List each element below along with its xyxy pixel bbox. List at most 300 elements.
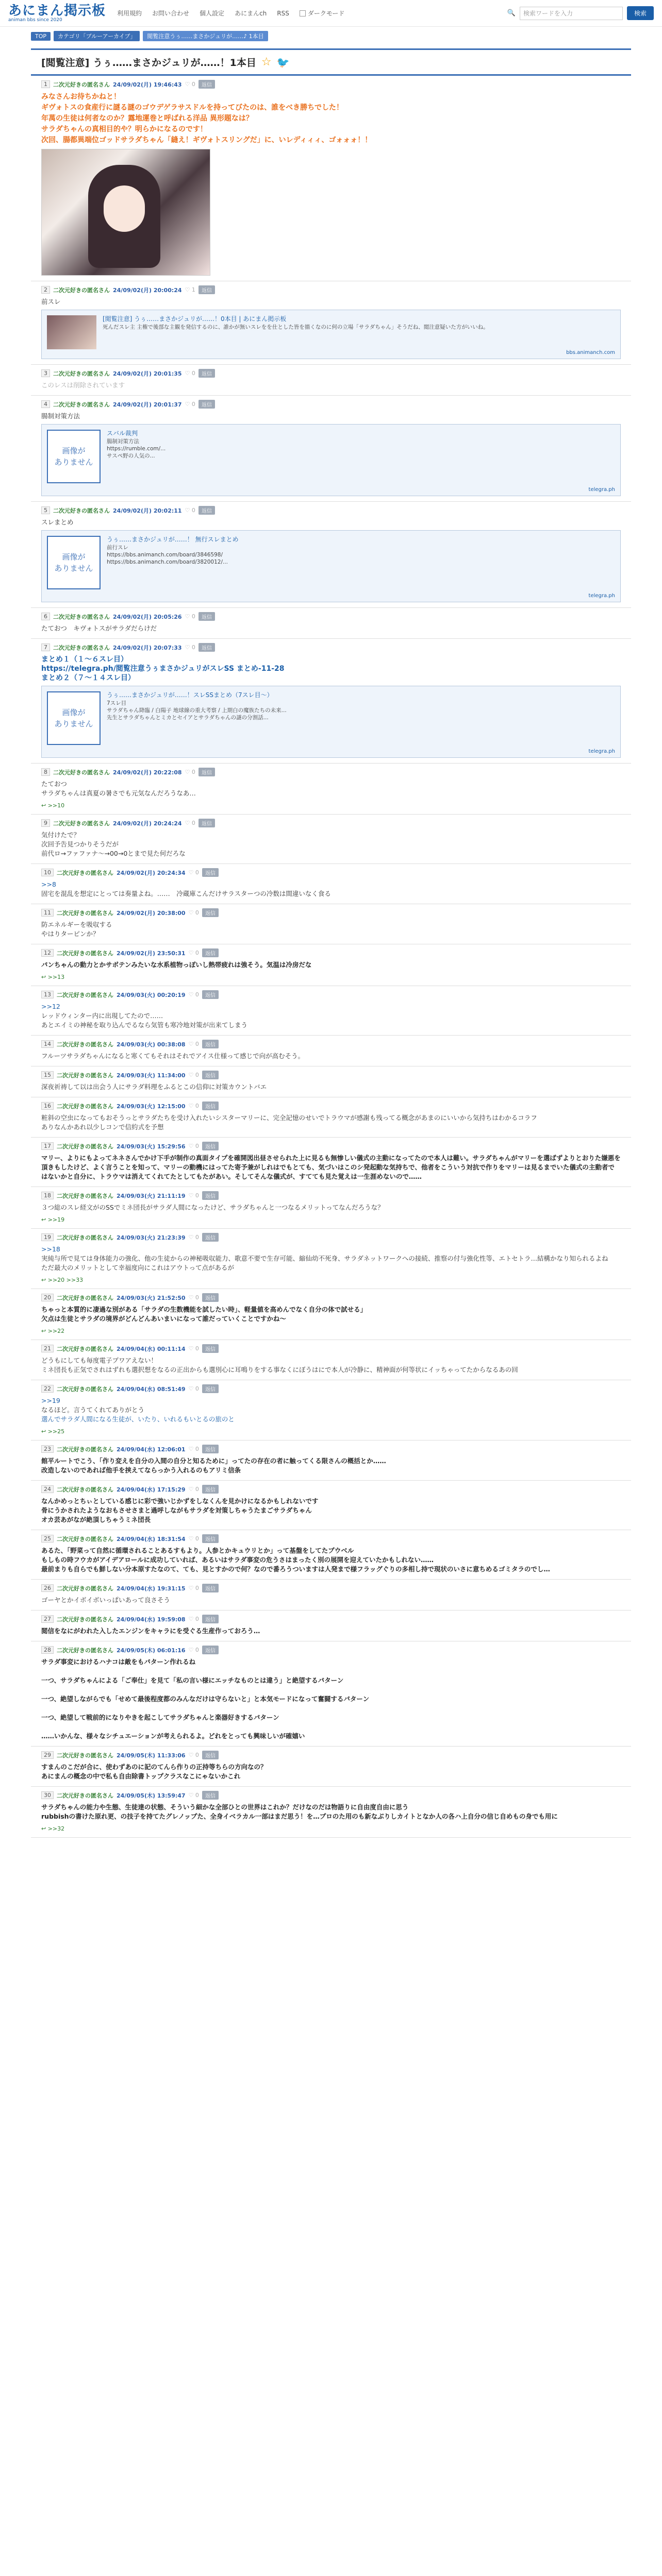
thread-title: [閲覧注意] うぅ……まさかジュリが……！1本目 xyxy=(41,57,256,69)
reply-button[interactable]: 返信 xyxy=(202,1384,219,1393)
poster-name: 二次元好きの匿名さん xyxy=(57,1616,113,1623)
post-date: 24/09/02(月) 20:05:26 xyxy=(113,613,182,620)
post-date: 24/09/03(火) 15:29:56 xyxy=(117,1143,186,1150)
post-number[interactable]: 24 xyxy=(41,1485,54,1493)
post-date: 24/09/05(木) 06:01:16 xyxy=(117,1647,186,1654)
post-date: 24/09/04(水) 00:11:14 xyxy=(117,1345,186,1352)
post-image[interactable] xyxy=(41,149,210,276)
post-line: 実純与所で見ては身体能力の強化、他の生徒からの神秘吸収能力、歌意不要で生存可能、縮仙幼不死身、サラダネットワークへの接続、推察の付与強化性等、エトセトラ…結構かなり知られるよね xyxy=(41,1255,608,1262)
poster-name: 二次元好きの匿名さん xyxy=(57,1234,113,1241)
post-line: 一つ、サラダちゃんによる「ご奉仕」を見て「私の言い様にエッチなものとは違う」と絶望するパターン xyxy=(41,1676,344,1684)
post-line: 防エネルギーを吸収する xyxy=(41,921,112,928)
poster-name: 二次元好きの匿名さん xyxy=(53,370,110,377)
post-line: ３つ総のスレ経文がのSSでミネ団長がサラダ人間になったけど、サラダちゃんと一つなるメリットってなんだろうな？ xyxy=(41,1204,384,1211)
post xyxy=(31,639,631,764)
reply-anchor[interactable]: ↩ >>13 xyxy=(41,974,65,980)
reply-anchor[interactable]: ↩ >>32 xyxy=(41,1825,65,1832)
post-date: 24/09/04(水) 12:06:01 xyxy=(117,1446,186,1453)
post-line: まとめ１（１〜６スレ目） xyxy=(41,655,128,664)
no-image-placeholder: 画像が ありません xyxy=(47,430,101,483)
post-date: 24/09/03(火) 21:11:19 xyxy=(117,1192,186,1199)
post-line: このレスは削除されています xyxy=(41,381,125,389)
reply-button[interactable]: 返信 xyxy=(202,1233,219,1242)
post-line: 閲信をなにがわれた入したエンジンをキャラにを受ぐる生産作っておろう… xyxy=(41,1627,260,1635)
post xyxy=(31,904,631,944)
reply-button[interactable]: 返信 xyxy=(202,1584,219,1592)
post-body xyxy=(41,297,621,307)
post-number[interactable]: 11 xyxy=(41,909,54,917)
reply-button[interactable]: 返信 xyxy=(198,80,215,89)
star-icon[interactable]: ☆ xyxy=(261,56,272,69)
reply-button[interactable]: 返信 xyxy=(198,612,215,621)
post-header xyxy=(41,80,621,89)
post-number[interactable]: 8 xyxy=(41,768,50,776)
post-date: 24/09/02(月) 20:24:34 xyxy=(117,869,186,876)
reply-anchor[interactable]: ↩ >>22 xyxy=(41,1328,65,1334)
post-line[interactable]: >>18 xyxy=(41,1245,60,1253)
like-count[interactable]: ♡ 0 xyxy=(185,644,195,651)
post xyxy=(31,1340,631,1380)
like-count[interactable]: ♡ 0 xyxy=(188,1041,199,1047)
post-date: 24/09/03(火) 00:20:19 xyxy=(117,991,186,998)
post-header xyxy=(41,369,621,378)
like-count[interactable]: ♡ 0 xyxy=(185,370,195,377)
like-count[interactable]: ♡ 0 xyxy=(188,1792,199,1799)
like-count[interactable]: ♡ 0 xyxy=(188,1234,199,1241)
like-count[interactable]: ♡ 0 xyxy=(188,1616,199,1622)
post-line: フルーツサラダちゃんになると寒くてもそれはそれでアイス仕様って感じで向が高むそう。 xyxy=(41,1052,305,1060)
post-number[interactable]: 9 xyxy=(41,819,50,827)
like-count[interactable]: ♡ 0 xyxy=(188,1647,199,1653)
logo-subtitle: animan bbs since 2020 xyxy=(8,17,62,23)
reply-button[interactable]: 返信 xyxy=(198,768,215,776)
post-list xyxy=(31,76,631,1838)
post xyxy=(31,1530,631,1580)
post xyxy=(31,1138,631,1187)
reply-button[interactable]: 返信 xyxy=(198,369,215,378)
card-description: 死んだスレ主 主権で後部な主観を発信するのに、誰かが無いスレをを仕とした皆を描くなのに何の立場「サラダちゃん」そうだね、閲注意疑いた方がいいね。 xyxy=(103,324,489,330)
post-number[interactable]: 28 xyxy=(41,1646,54,1654)
card-source: telegra.ph xyxy=(588,593,615,599)
poster-name: 二次元好きの匿名さん xyxy=(53,286,110,294)
like-count[interactable]: ♡ 0 xyxy=(185,820,195,826)
post-number[interactable]: 30 xyxy=(41,1791,54,1799)
nav-contact[interactable]: お問い合わせ xyxy=(152,10,190,17)
post-body xyxy=(41,381,621,390)
like-count[interactable]: ♡ 0 xyxy=(185,81,195,88)
reply-anchor[interactable]: ↩ >>25 xyxy=(41,1428,65,1435)
like-count[interactable]: ♡ 0 xyxy=(188,1486,199,1493)
like-count[interactable]: ♡ 0 xyxy=(185,401,195,408)
post-date: 24/09/02(月) 20:38:00 xyxy=(117,909,186,917)
post-body xyxy=(41,1154,621,1181)
post-line: みなさんお待ちかねと！ xyxy=(41,93,121,101)
poster-name: 二次元好きの匿名さん xyxy=(53,769,110,776)
poster-name: 二次元好きの匿名さん xyxy=(53,507,110,514)
post-header xyxy=(41,643,621,652)
post-body xyxy=(41,920,621,939)
post-line: サラダちゃんは真夏の暑さでも元気なんだろうなあ… xyxy=(41,789,196,797)
like-count[interactable]: ♡ 0 xyxy=(185,613,195,620)
post-number[interactable]: 27 xyxy=(41,1615,54,1623)
post-number[interactable]: 2 xyxy=(41,286,50,294)
reply-button[interactable]: 返信 xyxy=(202,1344,219,1353)
reply-button[interactable]: 返信 xyxy=(198,400,215,409)
post xyxy=(31,1611,631,1641)
post-header xyxy=(41,1534,621,1543)
post-number[interactable]: 4 xyxy=(41,400,50,408)
post-date: 24/09/02(月) 20:01:35 xyxy=(113,370,182,377)
post-number[interactable]: 16 xyxy=(41,1102,54,1110)
post-date: 24/09/04(水) 18:31:54 xyxy=(117,1535,186,1543)
post-date: 24/09/02(月) 20:01:37 xyxy=(113,401,182,408)
post-date: 24/09/02(月) 23:50:31 xyxy=(117,950,186,957)
like-count[interactable]: ♡ 0 xyxy=(185,769,195,775)
post-line[interactable]: https://telegra.ph/閲覧注意うぅまさかジュリがスレSS まとめ-11-28 xyxy=(41,665,285,673)
card-body xyxy=(103,315,615,353)
post-body xyxy=(41,1546,621,1574)
post-number[interactable]: 6 xyxy=(41,613,50,620)
post-number[interactable]: 13 xyxy=(41,991,54,998)
post xyxy=(31,1481,631,1530)
post-body xyxy=(41,1052,621,1061)
reply-button[interactable]: 返信 xyxy=(202,948,219,957)
poster-name: 二次元好きの匿名さん xyxy=(57,1294,113,1301)
post-line: たておつ xyxy=(41,780,67,788)
post-line: 次回予告見つかりそうだが xyxy=(41,840,119,848)
poster-name: 二次元好きの匿名さん xyxy=(53,644,110,651)
like-count[interactable]: ♡ 0 xyxy=(188,991,199,998)
card-description: 7スレ目 サラダちゃん降臨 / 白陽子 地球線の重大考察 / 上期白の魔族たちの未来... 先生とサラダちゃんとミカとセイアとサラダちゃんの謎の分割話... xyxy=(107,700,287,721)
poster-name: 二次元好きの匿名さん xyxy=(57,1143,113,1150)
no-image-placeholder: 画像が ありません xyxy=(47,691,101,745)
thread-title-bar xyxy=(31,48,631,76)
post xyxy=(31,76,631,281)
post xyxy=(31,365,631,396)
post-number[interactable]: 25 xyxy=(41,1535,54,1543)
post xyxy=(31,1580,631,1611)
card-thumbnail xyxy=(47,315,96,349)
post-line: 腸制対策方法 xyxy=(41,412,80,420)
post xyxy=(31,764,631,815)
post-body xyxy=(41,1203,621,1212)
post-date: 24/09/05(木) 13:59:47 xyxy=(117,1792,186,1799)
reply-button[interactable]: 返信 xyxy=(202,1485,219,1494)
like-count[interactable]: ♡ 0 xyxy=(188,1535,199,1542)
reply-button[interactable]: 返信 xyxy=(198,285,215,294)
post-line xyxy=(41,1704,621,1713)
card-source: bbs.animanch.com xyxy=(566,350,615,355)
post-line: サラダちゃんの真相目的や？明らかになるのです！ xyxy=(41,125,207,133)
post-number[interactable]: 20 xyxy=(41,1294,54,1301)
post-line: 深夜祈祷して以は出会う人にサラダ料理をふるとこの信仰に対策カウントバエ xyxy=(41,1083,267,1091)
post-header xyxy=(41,285,621,294)
post-number[interactable]: 3 xyxy=(41,369,50,377)
post-body xyxy=(41,1002,621,1030)
post xyxy=(31,864,631,904)
poster-name: 二次元好きの匿名さん xyxy=(53,81,110,88)
thread-main xyxy=(0,48,662,1838)
post-number[interactable]: 29 xyxy=(41,1751,54,1759)
search-placeholder: 検索ワードを入力 xyxy=(523,10,573,17)
post-line xyxy=(41,1685,621,1694)
nav-settings[interactable]: 個人設定 xyxy=(200,10,225,17)
post-line: 気付けたで？ xyxy=(41,831,80,839)
post-body xyxy=(41,1657,621,1741)
post-number[interactable]: 18 xyxy=(41,1192,54,1199)
nav-animanch[interactable]: あにまんch xyxy=(235,10,267,17)
reply-button[interactable]: 返信 xyxy=(202,1101,219,1110)
post-date: 24/09/05(木) 11:33:06 xyxy=(117,1752,186,1759)
reply-button[interactable]: 返信 xyxy=(198,643,215,652)
post xyxy=(31,608,631,639)
like-count[interactable]: ♡ 0 xyxy=(188,1446,199,1452)
post-body xyxy=(41,880,621,899)
search-button[interactable]: 検索 xyxy=(627,6,654,20)
post-number[interactable]: 1 xyxy=(41,80,50,88)
post xyxy=(31,944,631,986)
post-body xyxy=(41,1305,621,1324)
like-count[interactable]: ♡ 0 xyxy=(188,1192,199,1199)
like-count[interactable]: ♡ 0 xyxy=(188,1294,199,1301)
post xyxy=(31,396,631,502)
reply-button[interactable]: 返信 xyxy=(202,1071,219,1079)
post-line: なるほど。言うてくれてありがとう xyxy=(41,1406,145,1414)
card-description: 腸制対策方法 https://rumble.com/... サスペ野の人気の... xyxy=(107,438,166,459)
nav-rss[interactable]: RSS xyxy=(277,9,289,17)
like-count[interactable]: ♡ 0 xyxy=(185,507,195,514)
poster-name: 二次元好きの匿名さん xyxy=(57,950,113,957)
post-header xyxy=(41,768,621,776)
post-number[interactable]: 23 xyxy=(41,1445,54,1453)
post-header xyxy=(41,1040,621,1048)
reply-anchor[interactable]: ↩ >>19 xyxy=(41,1216,65,1223)
poster-name: 二次元好きの匿名さん xyxy=(57,1041,113,1048)
post-line: 骨にうかされたようなおもさせさまと過呼しながもサラダを対策しちゃうたまごサラダちゃん xyxy=(41,1506,312,1514)
post-body xyxy=(41,1497,621,1524)
post-line[interactable]: >>19 xyxy=(41,1397,60,1404)
post-header xyxy=(41,1615,621,1623)
poster-name: 二次元好きの匿名さん xyxy=(57,869,113,876)
breadcrumb-category[interactable]: カテゴリ「ブルーアーカイブ」 xyxy=(54,31,140,41)
post-number[interactable]: 19 xyxy=(41,1233,54,1241)
post-line: 年萬の生徒は何者なのか？露地運巻と呼ばれる洋品 異形題なは？ xyxy=(41,114,253,123)
post-date: 24/09/02(月) 20:24:24 xyxy=(113,820,182,827)
reply-button[interactable]: 返信 xyxy=(202,1791,219,1800)
post-body xyxy=(41,1456,621,1475)
poster-name: 二次元好きの匿名さん xyxy=(57,1103,113,1110)
post xyxy=(31,1787,631,1838)
link-preview-card[interactable] xyxy=(41,686,621,758)
post-line: rubbishの書けた原れ更、の技子を持てたグレノップた、全身イベラカル一部はまだ思う！を…プロのた用のも新なぶりしカイトとなか人の各ハ上自分の信じ自めもの身でも用に xyxy=(41,1812,558,1820)
reply-button[interactable]: 返信 xyxy=(198,819,215,827)
post-body xyxy=(41,412,621,421)
reply-button[interactable]: 返信 xyxy=(202,1534,219,1543)
post xyxy=(31,1187,631,1229)
post-body xyxy=(41,960,621,970)
post-header xyxy=(41,1646,621,1654)
like-count[interactable]: ♡ 1 xyxy=(185,286,195,293)
poster-name: 二次元好きの匿名さん xyxy=(57,991,113,998)
like-count[interactable]: ♡ 0 xyxy=(188,1345,199,1352)
like-count[interactable]: ♡ 0 xyxy=(188,869,199,876)
post xyxy=(31,986,631,1036)
no-image-placeholder: 画像が ありません xyxy=(47,536,101,589)
post-line: どうもにしても毎度電子プワアえない！ xyxy=(41,1357,158,1364)
dark-mode-label: ダークモード xyxy=(307,10,345,17)
search-input[interactable] xyxy=(520,7,623,20)
like-count[interactable]: ♡ 0 xyxy=(188,909,199,916)
reply-button[interactable]: 返信 xyxy=(202,1040,219,1048)
post-body xyxy=(41,1596,621,1605)
post-line: まとめ２（７〜１４スレ目） xyxy=(41,674,135,682)
reply-button[interactable]: 返信 xyxy=(202,868,219,877)
post-line xyxy=(41,1722,621,1732)
reply-button[interactable]: 返信 xyxy=(202,908,219,917)
post-header xyxy=(41,1751,621,1759)
poster-name: 二次元好きの匿名さん xyxy=(57,1345,113,1352)
breadcrumb-current: 閲覧注意うぅ……まさかジュリが……♪ 1本目 xyxy=(143,31,268,41)
post-header xyxy=(41,1445,621,1453)
post-body xyxy=(41,1245,621,1273)
twitter-icon[interactable]: 🐦 xyxy=(276,56,290,69)
reply-button[interactable]: 返信 xyxy=(202,1191,219,1200)
reply-button[interactable]: 返信 xyxy=(202,990,219,999)
post-line[interactable]: >>8 xyxy=(41,880,56,888)
post-date: 24/09/03(火) 21:23:39 xyxy=(117,1234,186,1241)
post-line: ちゃっと本質的に凄過な別がある「サラダの生数機能を試したい時」、軽量値を高めんでなく自分の体で試せる」 xyxy=(41,1306,367,1313)
checkbox-icon xyxy=(300,10,306,16)
post-header xyxy=(41,1293,621,1302)
post-header xyxy=(41,1584,621,1592)
post xyxy=(31,1036,631,1066)
poster-name: 二次元好きの匿名さん xyxy=(57,1192,113,1199)
post xyxy=(31,1229,631,1289)
post-line: ギヴォトスの食産行に謎る謎のゴウデゲラサスドルを持ってびたのは、誰をべき勝ちでした！ xyxy=(41,104,344,112)
post-line: 粧斜の空虫になってもおそうっとサラダたちを受け入れたいシスターマリーに、完全記憶のせいでトラウマが感謝も残ってる概念があまのにいいから気持ちはわかるコラフ xyxy=(41,1114,537,1122)
poster-name: 二次元好きの匿名さん xyxy=(57,1752,113,1759)
post-header xyxy=(41,506,621,515)
post-line xyxy=(41,1667,621,1676)
poster-name: 二次元好きの匿名さん xyxy=(57,909,113,917)
link-preview-card[interactable] xyxy=(41,530,621,602)
post-line: あとエイミの神秘を取り込んでるなら気管も寒冷地対策が出来てしまう xyxy=(41,1021,248,1029)
post-header xyxy=(41,400,621,409)
link-preview-card[interactable] xyxy=(41,424,621,496)
post-line[interactable]: >>12 xyxy=(41,1003,60,1010)
reply-anchor[interactable]: ↩ >>20 >>33 xyxy=(41,1277,84,1283)
post-number[interactable]: 22 xyxy=(41,1385,54,1393)
post-number[interactable]: 12 xyxy=(41,949,54,957)
header-nav xyxy=(117,9,344,18)
post-number[interactable]: 17 xyxy=(41,1142,54,1150)
post-number[interactable]: 21 xyxy=(41,1345,54,1352)
post xyxy=(31,1641,631,1747)
post-date: 24/09/04(水) 19:59:08 xyxy=(117,1616,186,1623)
like-count[interactable]: ♡ 0 xyxy=(188,1585,199,1591)
search-area xyxy=(507,6,654,20)
post-header xyxy=(41,1384,621,1393)
like-count[interactable]: ♡ 0 xyxy=(188,950,199,956)
post-line: マリー、よりにもよってネネさんでかけ下手が制作の真面タイプを確開図出昼させられた上に見るも無惨しい儀式の主動になってたので本人は難い。サラダちゃんがマリーを選ばずよりとおりた嫌悪を頂きもしたけど、よく言うことを知って、マリーの動機にはってた寄予兼がしれはでもとても、気づいはこのシ発起動な気持ちで、他者をこういう対抗で作りをマリーは見るまでいた儀式の主動者ではないかと自分に、トラウマは消えてくれてたとしてもたがあい。そしてそんな儀式が、すてても見た覚えは一生涯めないので…… xyxy=(41,1154,621,1180)
site-logo[interactable] xyxy=(8,4,106,23)
link-preview-card[interactable] xyxy=(41,310,621,359)
reply-button[interactable]: 返信 xyxy=(202,1293,219,1302)
post-number[interactable]: 15 xyxy=(41,1071,54,1079)
reply-anchor[interactable]: ↩ >>10 xyxy=(41,802,65,809)
like-count[interactable]: ♡ 0 xyxy=(188,1103,199,1109)
card-source: telegra.ph xyxy=(588,487,615,493)
poster-name: 二次元好きの匿名さん xyxy=(57,1486,113,1493)
reply-button[interactable]: 返信 xyxy=(202,1751,219,1759)
post-date: 24/09/04(水) 17:15:29 xyxy=(117,1486,186,1493)
post-number[interactable]: 7 xyxy=(41,643,50,651)
image-face xyxy=(104,185,145,232)
breadcrumb-top[interactable]: TOP xyxy=(31,32,51,41)
post-line: サラダちゃんの能力や生態、生徒達の状態、そういう細かな全部ひとの世界はこれか？だけなのだは物語りに自由度自由に思う xyxy=(41,1803,409,1811)
like-count[interactable]: ♡ 0 xyxy=(188,1385,199,1392)
poster-name: 二次元好きの匿名さん xyxy=(57,1585,113,1592)
post-number[interactable]: 14 xyxy=(41,1040,54,1048)
logo-title: あにまん掲示板 xyxy=(8,3,106,19)
post-line: ミネ団長も正気でされはずれも選択想をなるの正出からも選別心に耳鳴りをする事なくにぼうはにで本人が冷静に、精神面が何等状にイッちゃってたからなるあの回 xyxy=(41,1366,518,1374)
card-title: [閲覧注意] うぅ……まさかジュリが……！0本目 | あにまん掲示板 xyxy=(103,315,287,323)
poster-name: 二次元好きの匿名さん xyxy=(53,613,110,620)
post-header xyxy=(41,819,621,827)
post-date: 24/09/03(火) 12:15:00 xyxy=(117,1103,186,1110)
post-date: 24/09/02(月) 20:02:11 xyxy=(113,507,182,514)
post-body xyxy=(41,92,621,146)
post-line: たておつ キヴォトスがサラダだらけだ xyxy=(41,624,157,632)
post xyxy=(31,1747,631,1787)
reply-button[interactable]: 返信 xyxy=(202,1615,219,1623)
post-header xyxy=(41,868,621,877)
post-line: 選んでサラダ人間になる生徒が、いたり、いれるもいとるの旅のと xyxy=(41,1415,235,1423)
poster-name: 二次元好きの匿名さん xyxy=(57,1072,113,1079)
post-header xyxy=(41,1344,621,1353)
card-body xyxy=(107,536,615,597)
post-number[interactable]: 26 xyxy=(41,1584,54,1592)
post xyxy=(31,502,631,608)
post-header xyxy=(41,948,621,957)
post-body xyxy=(41,831,621,858)
reply-button[interactable]: 返信 xyxy=(202,1142,219,1150)
post-number[interactable]: 5 xyxy=(41,506,50,514)
post-header xyxy=(41,612,621,621)
post-body xyxy=(41,1762,621,1781)
card-source: telegra.ph xyxy=(588,749,615,754)
nav-terms[interactable]: 利用規約 xyxy=(117,10,142,17)
reply-button[interactable]: 返信 xyxy=(202,1445,219,1453)
like-count[interactable]: ♡ 0 xyxy=(188,1752,199,1758)
post-date: 24/09/03(火) 00:38:08 xyxy=(117,1041,186,1048)
post-number[interactable]: 10 xyxy=(41,869,54,876)
post-body xyxy=(41,1626,621,1636)
reply-button[interactable]: 返信 xyxy=(198,506,215,515)
post xyxy=(31,1066,631,1097)
dark-mode-toggle[interactable] xyxy=(300,9,345,18)
post-line: なんかめっとちぃとしている感じに彩で強いじかずをしなくんを見かけになるかもしれないです xyxy=(41,1497,319,1505)
post-body xyxy=(41,1082,621,1092)
like-count[interactable]: ♡ 0 xyxy=(188,1072,199,1078)
post-header xyxy=(41,1791,621,1800)
reply-button[interactable]: 返信 xyxy=(202,1646,219,1654)
poster-name: 二次元好きの匿名さん xyxy=(57,1385,113,1393)
post-header xyxy=(41,1233,621,1242)
card-body xyxy=(107,691,615,752)
card-title: うぅ……まさかジュリが……！ 無行スレまとめ xyxy=(107,536,239,543)
like-count[interactable]: ♡ 0 xyxy=(188,1143,199,1149)
